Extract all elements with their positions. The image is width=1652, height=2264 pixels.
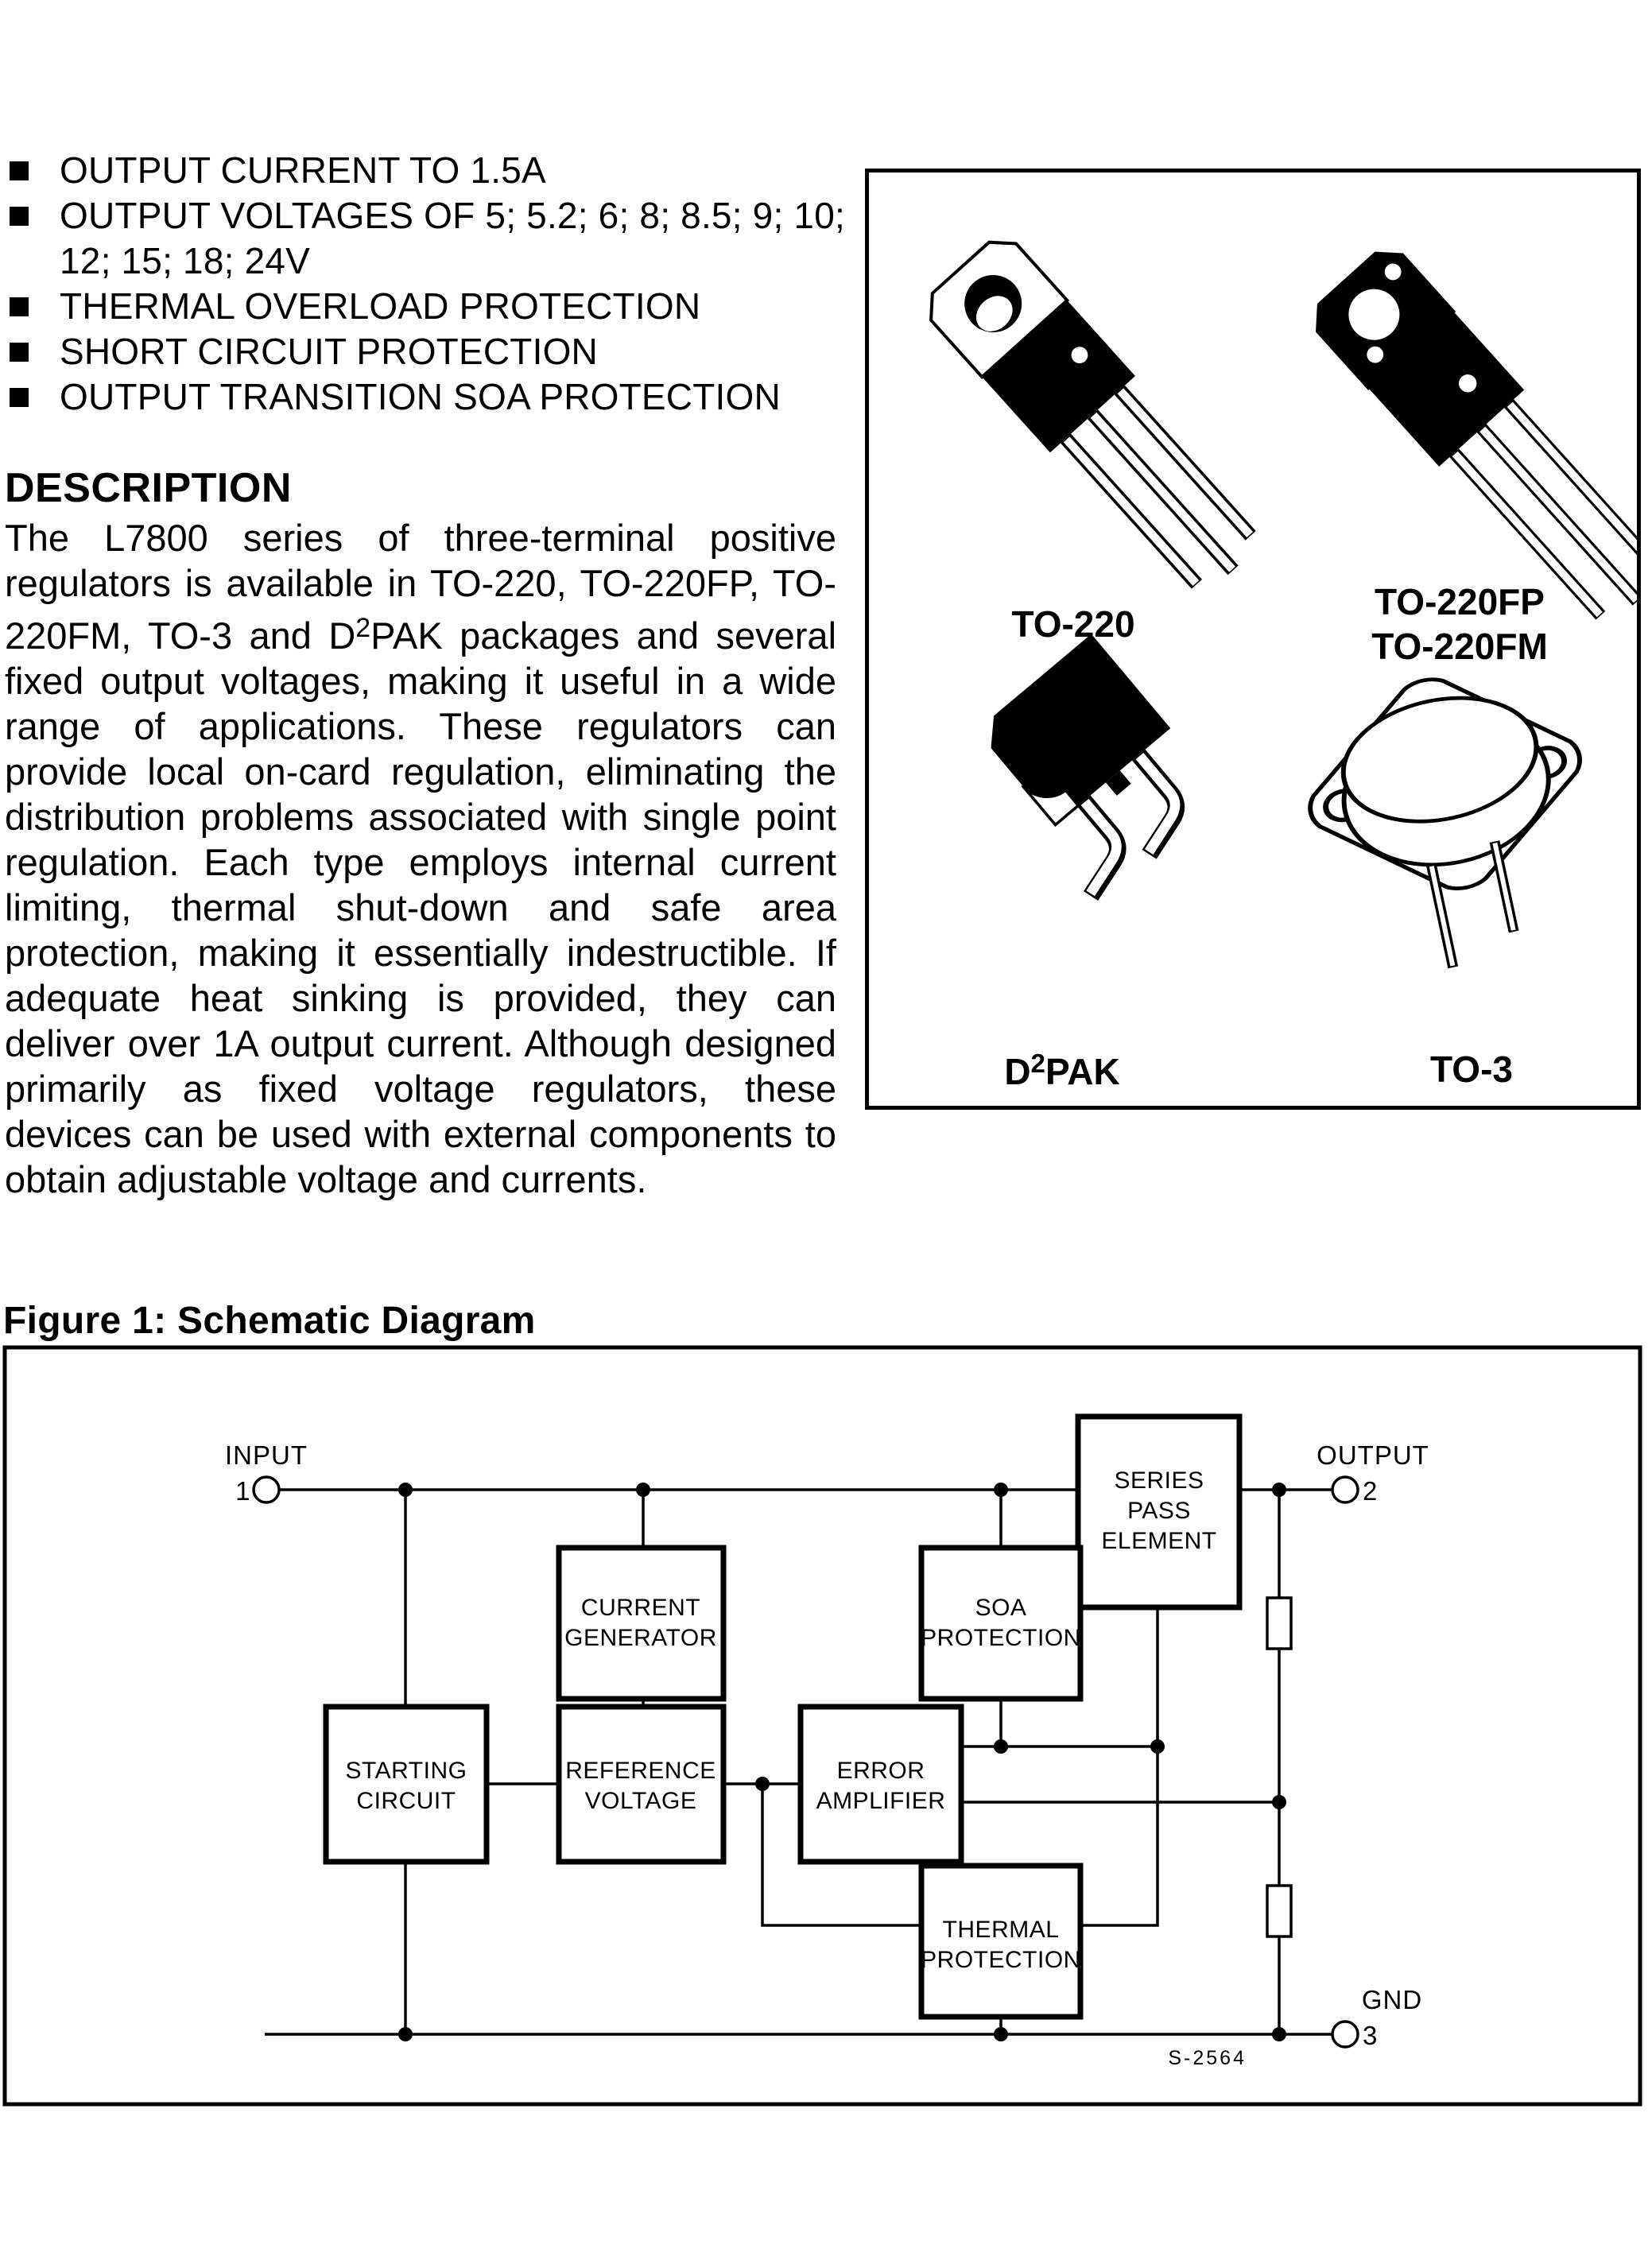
svg-text:GENERATOR: GENERATOR bbox=[564, 1625, 717, 1651]
svg-text:3: 3 bbox=[1363, 2021, 1378, 2050]
description-text-post: PAK packages and several fixed output voltages, making it useful in a wide range of applications. These regulators can provide local on-card regulation, eliminating the distribution problems associated with single point regulation. Each type employs internal current limiting, thermal shut-down and safe area protection, making it essentially indestructible. If adequate heat sinking is provided, they can deliver over 1A output current. Although designed primarily as fixed voltage regulators, these devices can be used with external components to obtain adjustable voltage and currents. bbox=[5, 614, 837, 1201]
svg-text:SOA: SOA bbox=[975, 1595, 1027, 1621]
to-220fp-fm-label bbox=[1371, 580, 1548, 669]
svg-text:PROTECTION: PROTECTION bbox=[921, 1947, 1081, 1973]
feature-item: OUTPUT CURRENT TO 1.5A bbox=[8, 148, 886, 193]
svg-text:THERMAL: THERMAL bbox=[942, 1917, 1060, 1943]
upper-divider-resistor bbox=[1267, 1598, 1291, 1649]
svg-text:INPUT: INPUT bbox=[225, 1440, 308, 1470]
description-superscript: 2 bbox=[355, 613, 371, 643]
feature-item: OUTPUT TRANSITION SOA PROTECTION bbox=[8, 374, 886, 420]
to-3-package-illustration bbox=[1289, 652, 1617, 990]
description-paragraph bbox=[5, 515, 836, 1202]
block-reference-voltage bbox=[559, 1707, 723, 1862]
svg-text:2: 2 bbox=[1363, 1476, 1378, 1506]
d2pak-label: $D^2PAK$ bbox=[1004, 1049, 1120, 1092]
block-thermal-protection bbox=[921, 1866, 1081, 2017]
description-heading: DESCRIPTION bbox=[5, 465, 292, 511]
to-220fp-label-line: TO-220FP bbox=[1375, 581, 1545, 622]
svg-text:VOLTAGE: VOLTAGE bbox=[584, 1788, 697, 1814]
svg-text:ELEMENT: ELEMENT bbox=[1101, 1528, 1217, 1554]
lower-divider-resistor bbox=[1267, 1886, 1291, 1936]
svg-text:GND: GND bbox=[1361, 1985, 1423, 2014]
block-soa-protection bbox=[921, 1548, 1081, 1699]
description-text-pre: The L7800 series of three-terminal positive regulators is available in TO-220, TO-220FP, TO-220FM, TO-3 and D bbox=[5, 517, 836, 657]
svg-text:PROTECTION: PROTECTION bbox=[921, 1625, 1081, 1651]
gnd-terminal bbox=[1332, 1985, 1422, 2050]
svg-text:1: 1 bbox=[235, 1476, 250, 1506]
to-3-label: TO-3 bbox=[1430, 1049, 1513, 1090]
svg-text:STARTING: STARTING bbox=[345, 1758, 467, 1784]
svg-text:ERROR: ERROR bbox=[836, 1758, 925, 1784]
svg-text:CIRCUIT: CIRCUIT bbox=[356, 1788, 456, 1814]
svg-text:AMPLIFIER: AMPLIFIER bbox=[816, 1788, 946, 1814]
feature-list bbox=[8, 148, 886, 420]
to-220-label: TO-220 bbox=[1011, 603, 1135, 645]
to-220fm-label-line: TO-220FM bbox=[1371, 626, 1548, 667]
block-starting-circuit bbox=[326, 1707, 487, 1862]
svg-text:PASS: PASS bbox=[1127, 1498, 1191, 1524]
drawing-number: S-2564 bbox=[1168, 2047, 1247, 2069]
input-terminal bbox=[225, 1440, 308, 1506]
d2pak-package-illustration bbox=[962, 634, 1223, 901]
feature-item: THERMAL OVERLOAD PROTECTION bbox=[8, 284, 886, 329]
svg-text:SERIES: SERIES bbox=[1114, 1467, 1204, 1494]
to-220-package-illustration bbox=[918, 230, 1276, 609]
output-terminal bbox=[1317, 1440, 1429, 1506]
figure-caption: Figure 1: Schematic Diagram bbox=[3, 1300, 536, 1342]
block-error-amplifier bbox=[801, 1707, 961, 1862]
svg-text:REFERENCE: REFERENCE bbox=[565, 1758, 716, 1784]
feature-item: SHORT CIRCUIT PROTECTION bbox=[8, 329, 886, 374]
svg-text:OUTPUT: OUTPUT bbox=[1317, 1440, 1429, 1470]
block-current-generator bbox=[559, 1548, 723, 1699]
schematic-diagram bbox=[2, 1345, 1642, 2107]
block-series-pass-element bbox=[1078, 1417, 1239, 1607]
feature-item: OUTPUT VOLTAGES OF 5; 5.2; 6; 8; 8.5; 9; 10; 12; 15; 18; 24V bbox=[8, 193, 886, 284]
svg-text:CURRENT: CURRENT bbox=[580, 1595, 701, 1621]
package-figure-box bbox=[865, 169, 1641, 1110]
